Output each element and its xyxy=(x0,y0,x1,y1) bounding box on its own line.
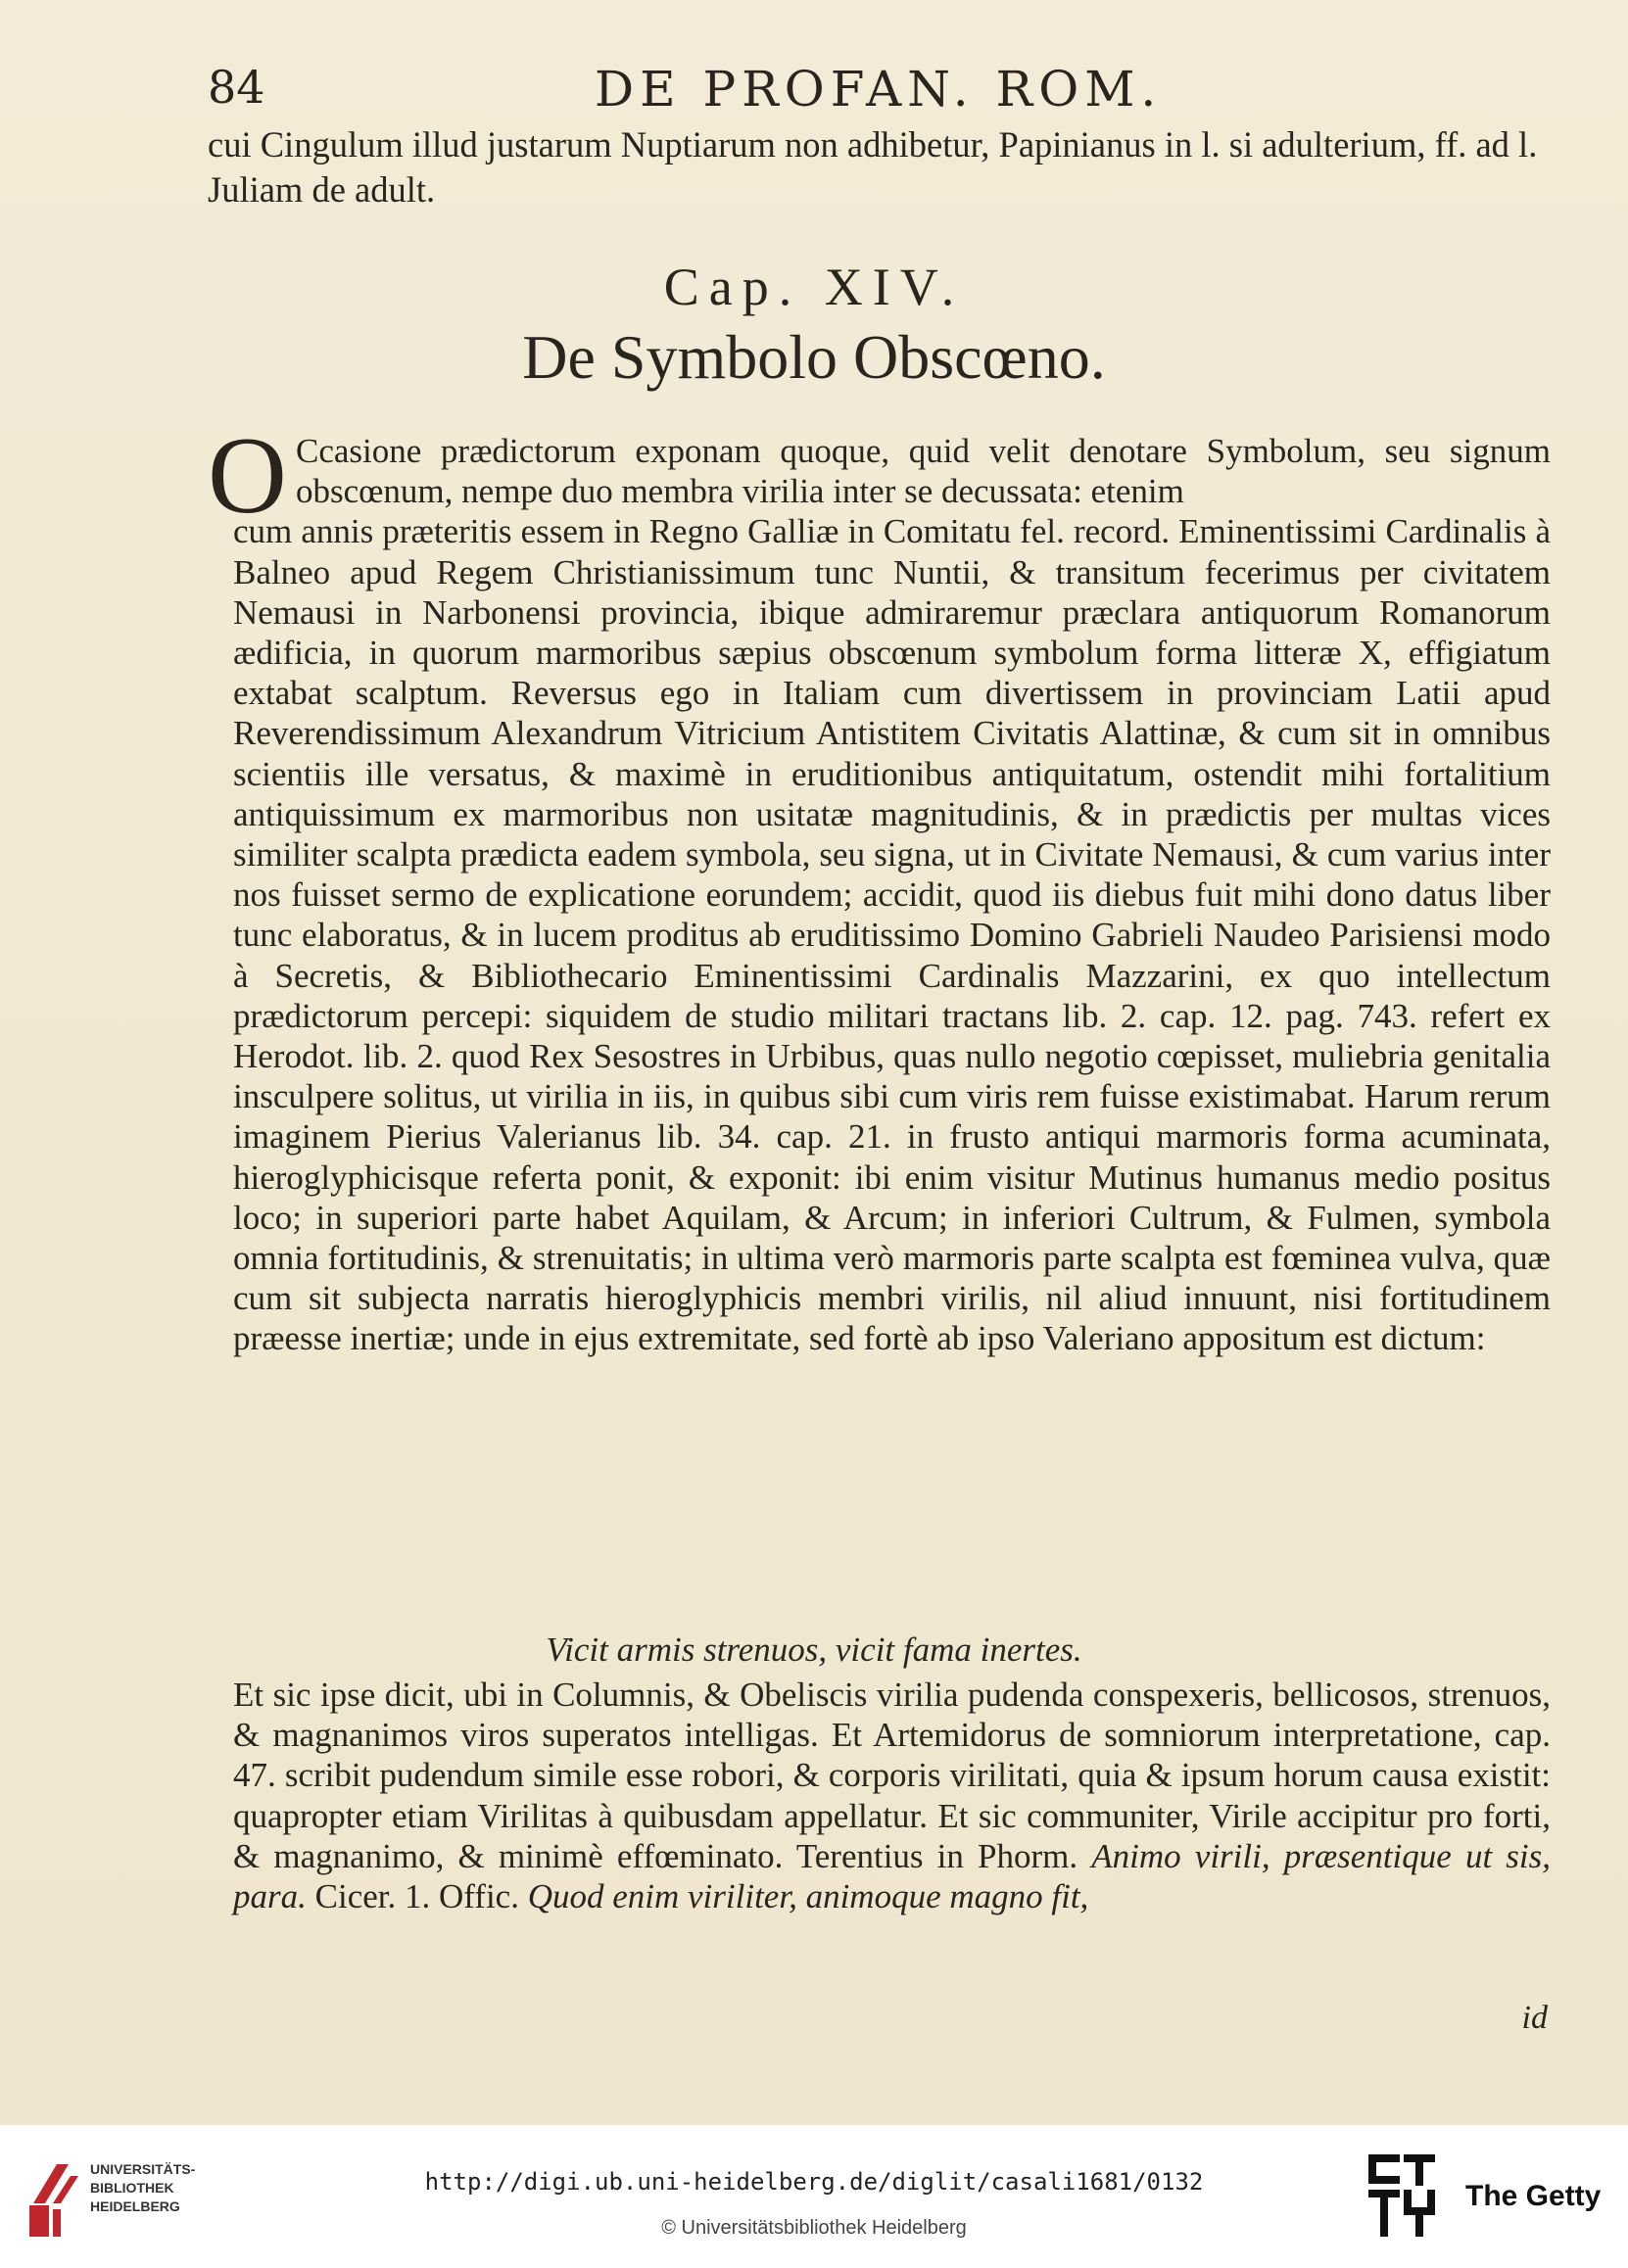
chapter-number: Cap. XIV. xyxy=(663,258,965,316)
chapter-title: De Symbolo Obscœno. xyxy=(522,322,1106,392)
cicero-quote: Quod enim viriliter, animoque magno fit, xyxy=(527,1877,1089,1916)
verse-quote: Vicit armis strenuos, vicit fama inertes. xyxy=(546,1630,1082,1669)
main-paragraph xyxy=(233,431,1551,1359)
drop-cap: O xyxy=(208,415,287,537)
page-header xyxy=(208,61,1559,129)
getty-logo-icon xyxy=(1366,2152,1437,2241)
terence-quote: Animo virili, præsentique ut sis, para. xyxy=(233,1836,1552,1916)
page-number: 84 xyxy=(208,61,265,114)
viewer-footer xyxy=(0,2125,1628,2268)
second-paragraph xyxy=(233,1675,1551,1916)
getty-name: The Getty xyxy=(1465,2180,1602,2212)
running-head: DE PROFAN. ROM. xyxy=(595,61,1163,118)
opening-lines: Ccasione prædictorum exponam quoque, quid velit denotare Symbolum, seu signum obscœnum, nempe duo membra virilia inter se decussata: etenim xyxy=(296,432,1551,511)
paragraph-text: Et sic ipse dicit, ubi in Columnis, & Obeliscis virilia pudenda conspexeris, bellicosos, strenuos, & magnanimos viros superatos intelligas. Et Artemidorus de somniorum interpretatione, cap. 47. scribit pudendum simile esse robori, & corporis virilitati, quia & ipsum horum causa existit: quapropter etiam Virilitas à quibusdam appellatur. Et sic communiter, Virile accipitur pro forti, & magnanimo, & minimè effœminato. Terentius in Phorm. xyxy=(233,1676,1551,1875)
copyright-notice: © Universitätsbibliothek Heidelberg xyxy=(661,2217,967,2239)
permalink-url[interactable]: http://digi.ub.uni-heidelberg.de/diglit/casali1681/0132 xyxy=(424,2168,1204,2196)
cicero-reference: Cicer. 1. Offic. xyxy=(314,1877,519,1916)
institution-line: UNIVERSITÄTS- xyxy=(90,2161,196,2177)
paragraph-body: cum annis præteritis essem in Regno Galliæ in Comitatu fel. record. Eminentissimi Cardinalis à Balneo apud Regem Christianissimum tunc Nuntii, & transitum fecerimus per civitatem Nemausi in Narbonensi provincia, ibique admiraremur præclara antiquorum Romanorum ædificia, in quorum marmoribus sæpius obscœnum symbolum forma litteræ X, effigiatum extabat scalptum. Reversus ego in Italiam cum divertissem in provinciam Latii apud Reverendissimum Alexandrum Vitricium Antistitem Civitatis Alattinæ, & cum sit in omnibus scientiis ille versatus, & maximè in eruditionibus antiquitatum, ostendit mihi fortalitium antiquissimum ex marmoribus non usitatæ magnitudinis, & in prædictis per multas vices similiter scalpta prædicta eadem symbola, seu signa, ut in Civitate Nemausi, & cum varius inter nos fuisset sermo de explicatione eorundem; accidit, quod iis diebus fuit mihi dono datus liber tunc elaboratus, & in lucem proditus ab eruditissimo Domino Gabrieli Naudeo Parisiensi modo à Secretis, & Bibliothecario Eminentissimi Cardinalis Mazzarini, ex quo intellectum prædictorum percepi: siquidem de studio militari tractans lib. 2. cap. 12. pag. 743. refert ex Herodot. lib. 2. quod Rex Sesostres in Urbibus, quas nullo negotio cœpisset, muliebria genitalia insculpere solitus, ut virilia in iis, in quibus sibi cum viris rem fuisse existimabat. Harum rerum imaginem Pierius Valerianus lib. 34. cap. 21. in frusto antiqui marmoris forma acuminata, hieroglyphicisque referta ponit, & exponit: ibi enim visitur Mutinus humanus medio positus loco; in superiori parte habet Aquilam, & Arcum; in inferiori Cultrum, & Fulmen, symbola omnia fortitudinis, & strenuitatis; in ultima verò marmoris parte scalpta est fœminea vulva, quæ cum sit subjecta narratis hieroglyphicis membri virilis, nil aliud innuunt, nisi fortitudinem præesse inertiæ; unde in ejus extremitate, sed fortè ab ipso Valeriano appositum est dictum: xyxy=(233,512,1551,1358)
institution-line: BIBLIOTHEK xyxy=(90,2180,174,2196)
catchword: id xyxy=(1521,2000,1548,2036)
institution-line: HEIDELBERG xyxy=(90,2198,180,2214)
carry-over-paragraph: cui Cingulum illud justarum Nuptiarum non adhibetur, Papinianus in l. si adulterium, ff. ad l. Juliam de adult. xyxy=(208,124,1538,210)
